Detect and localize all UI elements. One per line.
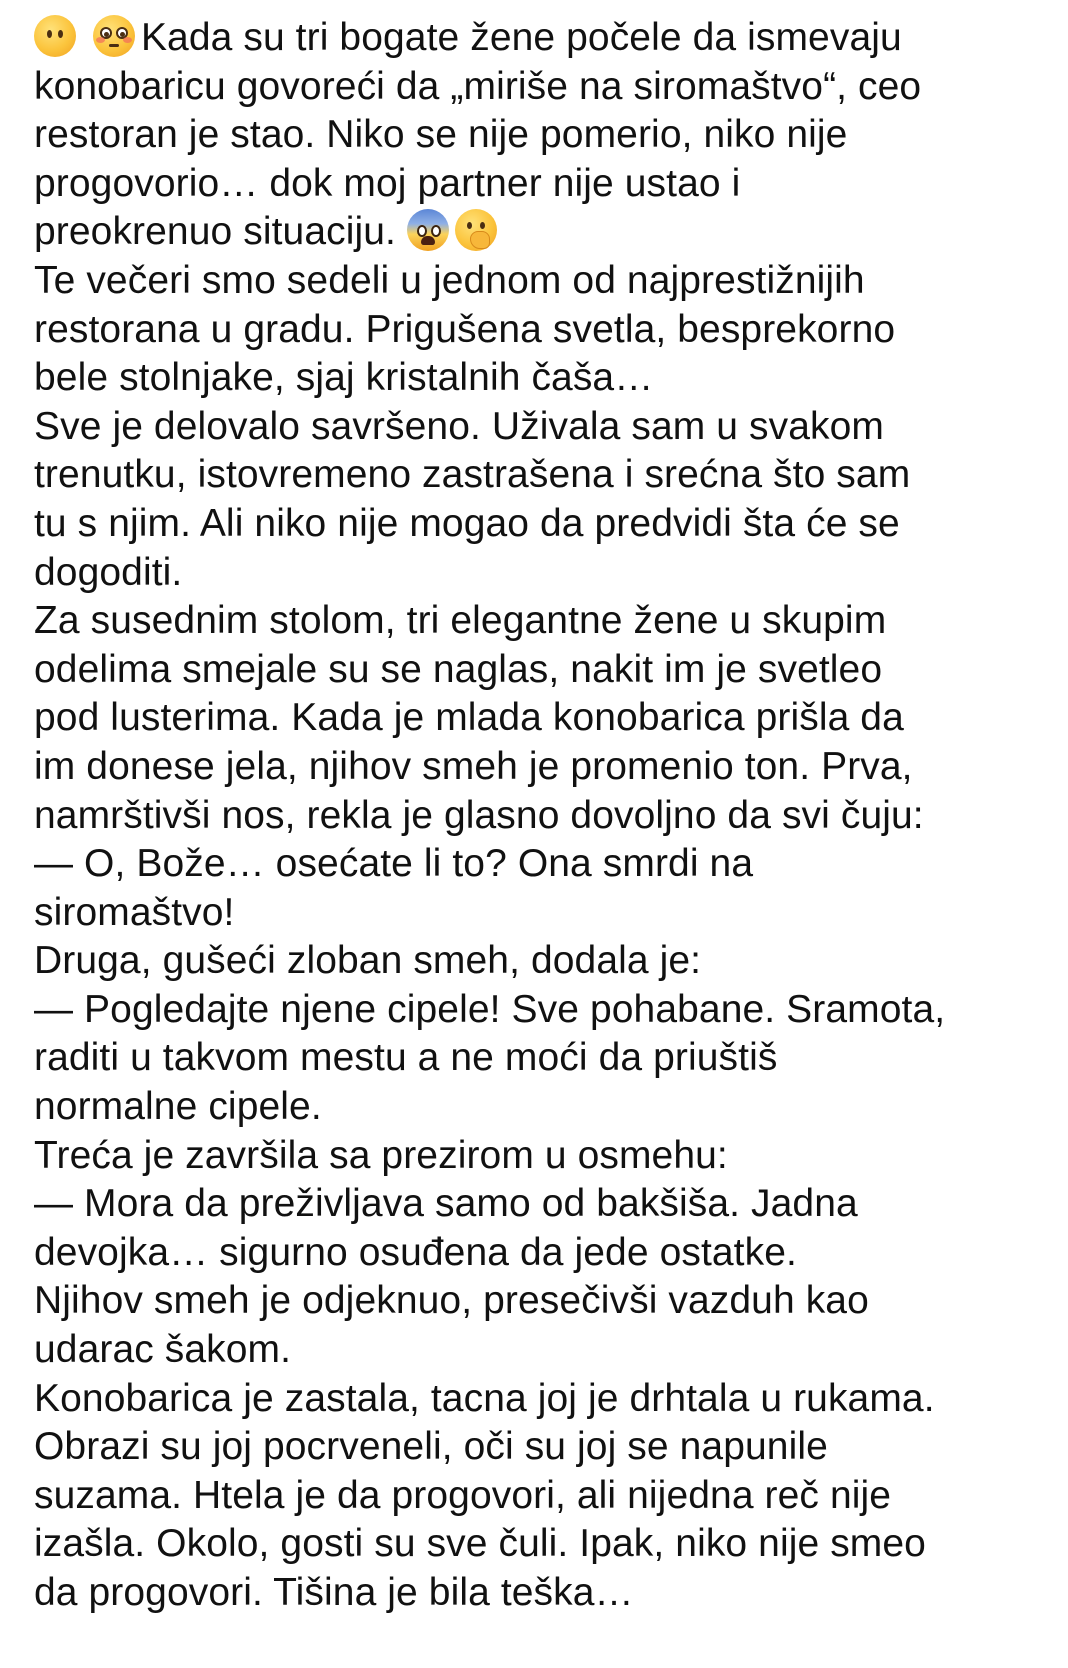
text-line-18: — O, Bože… osećate li to? Ona smrdi na xyxy=(34,842,754,886)
text-line-17: namrštivši nos, rekla je glasno dovoljno da svi čuju: xyxy=(34,793,924,837)
hand-over-mouth-emoji-icon xyxy=(455,209,497,251)
text-line-27: Njihov smeh je odjeknuo, presečivši vazduh kao xyxy=(34,1279,869,1323)
text-line-5: preokrenuo situaciju. xyxy=(34,208,1054,257)
text-line-31: suzama. Htela je da progovori, ali nijedna reč nije xyxy=(34,1473,892,1517)
text-line-2: konobaricu govoreći da „miriše na siromaštvo“, ceo xyxy=(34,64,922,108)
text-line-15: pod lusterima. Kada je mlada konobarica prišla da xyxy=(34,696,904,740)
text-line-25: — Mora da preživljava samo od bakšiša. Jadna xyxy=(34,1182,858,1226)
text-line-14: odelima smejale su se naglas, nakit im je svetleo xyxy=(34,647,883,691)
text-line-26: devojka… sigurno osuđena da jede ostatke. xyxy=(34,1230,797,1274)
text-line-21: — Pogledajte njene cipele! Sve pohabane. Sramota, xyxy=(34,987,946,1031)
text-line-11: tu s njim. Ali niko nije mogao da predvidi šta će se xyxy=(34,501,900,545)
text-line-12: dogoditi. xyxy=(34,550,183,594)
text-line-24: Treća je završila sa prezirom u osmehu: xyxy=(34,1133,728,1177)
text-line-22: raditi u takvom mestu a ne moći da priuštiš xyxy=(34,1036,778,1080)
text-line-30: Obrazi su joj pocrveneli, oči su joj se napunile xyxy=(34,1425,828,1469)
text-line-13: Za susednim stolom, tri elegantne žene u skupim xyxy=(34,599,887,643)
text-line-20: Druga, gušeći zloban smeh, dodala je: xyxy=(34,939,702,983)
text-line-29: Konobarica je zastala, tacna joj je drhtala u rukama. xyxy=(34,1376,935,1420)
text-line-1: Kada su tri bogate žene počele da ismevaju xyxy=(34,14,1054,63)
text-line-8: bele stolnjake, sjaj kristalnih čaša… xyxy=(34,356,654,400)
face-without-mouth-emoji-icon xyxy=(34,15,76,57)
fearful-face-emoji-icon xyxy=(407,209,449,251)
text-line-32: izašla. Okolo, gosti su sve čuli. Ipak, niko nije smeo xyxy=(34,1522,926,1566)
text-line-10: trenutku, istovremeno zastrašena i srećna što sam xyxy=(34,453,911,497)
text-line-19: siromaštvo! xyxy=(34,890,235,934)
post-text xyxy=(34,14,1054,1618)
text-line-6: Te večeri smo sedeli u jednom od najprestižnijih xyxy=(34,258,865,302)
text-line-4: progovorio… dok moj partner nije ustao i xyxy=(34,161,741,205)
text-line-23: normalne cipele. xyxy=(34,1085,322,1129)
text-line-3: restoran je stao. Niko se nije pomerio, niko nije xyxy=(34,113,848,157)
flushed-face-emoji-icon xyxy=(93,15,135,57)
text-line-33-clipped: da progovori. Tišina je bila teška… xyxy=(34,1571,634,1614)
text-line-28: udarac šakom. xyxy=(34,1328,292,1372)
text-line-7: restorana u gradu. Prigušena svetla, besprekorno xyxy=(34,307,896,351)
text-line-16: im donese jela, njihov smeh je promenio ton. Prva, xyxy=(34,744,913,788)
text-line-9: Sve je delovalo savršeno. Uživala sam u svakom xyxy=(34,404,884,448)
